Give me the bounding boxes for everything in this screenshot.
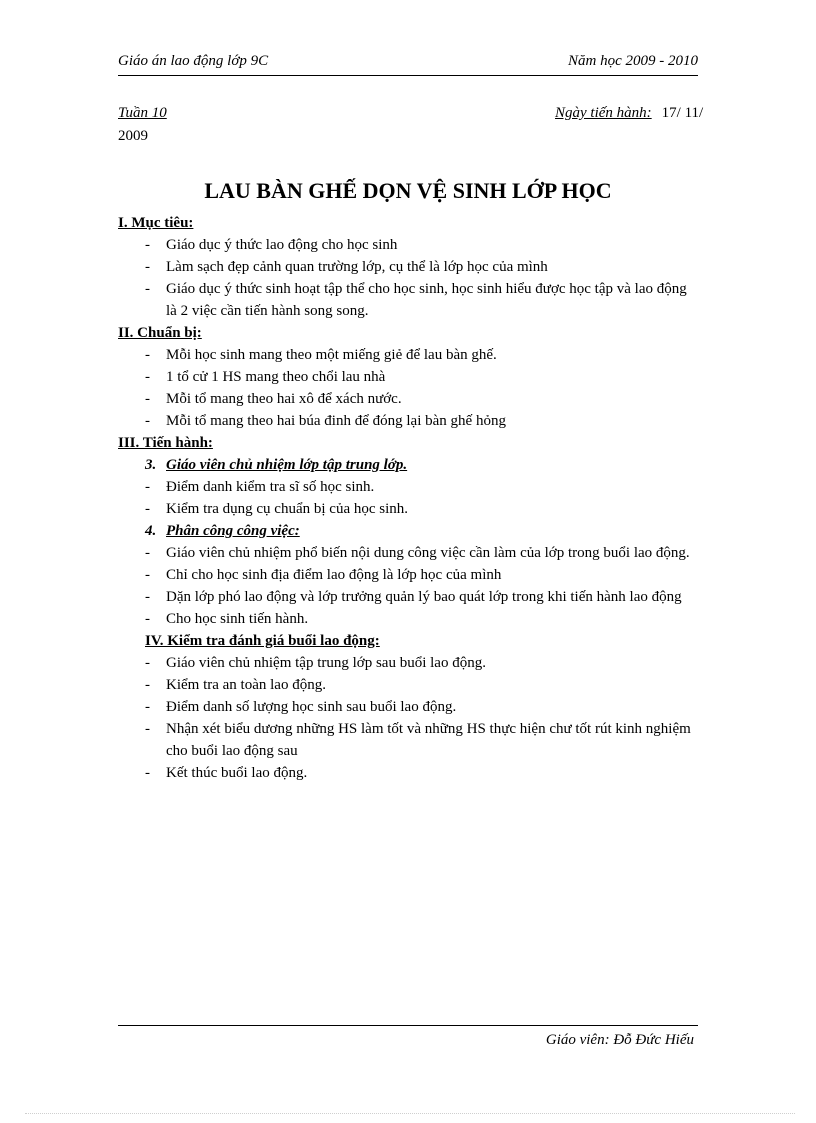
footer-teacher: Giáo viên: Đỗ Đức Hiếu — [545, 1032, 694, 1048]
section-heading: II. Chuẩn bị: — [118, 325, 202, 341]
list-item: - Kết thúc buổi lao động. — [145, 765, 308, 781]
list-item: - Cho học sinh tiến hành. — [145, 611, 309, 627]
list-item: - Giáo dục ý thức sinh hoạt tập thể cho học sinh, học sinh hiểu được học tập và lao động là 2 việc cần tiến hành song song. — [145, 281, 687, 319]
date-value: 17/ 11/ — [661, 105, 704, 121]
section-heading: IV. Kiểm tra đánh giá buổi lao động: — [145, 633, 380, 649]
list-item: - 1 tổ cử 1 HS mang theo chổi lau nhà — [145, 369, 386, 385]
list-item: - Giáo viên chủ nhiệm phổ biến nội dung công việc cần làm của lớp trong buổi lao động. — [145, 545, 690, 561]
list-item: - Điểm danh kiểm tra sĩ số học sinh. — [145, 479, 375, 495]
header-school-year: Năm học 2009 - 2010 — [568, 53, 698, 69]
week-label: Tuần 10 — [118, 105, 167, 121]
list-item: - Điểm danh số lượng học sinh sau buổi lao động. — [145, 699, 457, 715]
section-heading: III. Tiến hành: — [118, 435, 213, 451]
section-heading: I. Mục tiêu: — [118, 215, 194, 231]
list-item: - Mỗi học sinh mang theo một miếng giẻ để lau bàn ghế. — [145, 347, 497, 363]
date-block — [555, 105, 703, 122]
list-item: - Mỗi tổ mang theo hai xô để xách nước. — [145, 391, 402, 407]
header-course: Giáo án lao động lớp 9C — [118, 53, 269, 69]
page-bottom-border — [25, 1113, 795, 1114]
footer-divider — [118, 1025, 698, 1026]
subsection-heading: 3. Giáo viên chủ nhiệm lớp tập trung lớp. — [145, 457, 408, 473]
list-item: - Kiểm tra an toàn lao động. — [145, 677, 326, 693]
list-item: - Chỉ cho học sinh địa điểm lao động là lớp học của mình — [145, 567, 502, 583]
subsection-heading: 4. Phân công công việc: — [145, 523, 300, 539]
document-body — [118, 212, 698, 784]
list-item: - Dặn lớp phó lao động và lớp trưởng quản lý bao quát lớp trong khi tiến hành lao động — [145, 589, 682, 605]
list-item: - Giáo dục ý thức lao động cho học sinh — [145, 237, 398, 253]
list-item: - Mỗi tổ mang theo hai búa đinh để đóng lại bàn ghế hỏng — [145, 413, 506, 429]
list-item: - Làm sạch đẹp cảnh quan trường lớp, cụ thể là lớp học của mình — [145, 259, 548, 275]
page-title: LAU BÀN GHẾ DỌN VỆ SINH LỚP HỌC — [204, 178, 612, 203]
list-item: - Kiểm tra dụng cụ chuẩn bị của học sinh. — [145, 501, 409, 517]
date-label: Ngày tiến hành: — [555, 105, 652, 121]
list-item: - Giáo viên chủ nhiệm tập trung lớp sau buổi lao động. — [145, 655, 486, 671]
page-header — [118, 53, 698, 76]
list-item: - Nhận xét biểu dương những HS làm tốt và những HS thực hiện chư tốt rút kinh nghiệm cho buổi lao động sau — [145, 721, 691, 759]
date-year: 2009 — [118, 128, 148, 144]
